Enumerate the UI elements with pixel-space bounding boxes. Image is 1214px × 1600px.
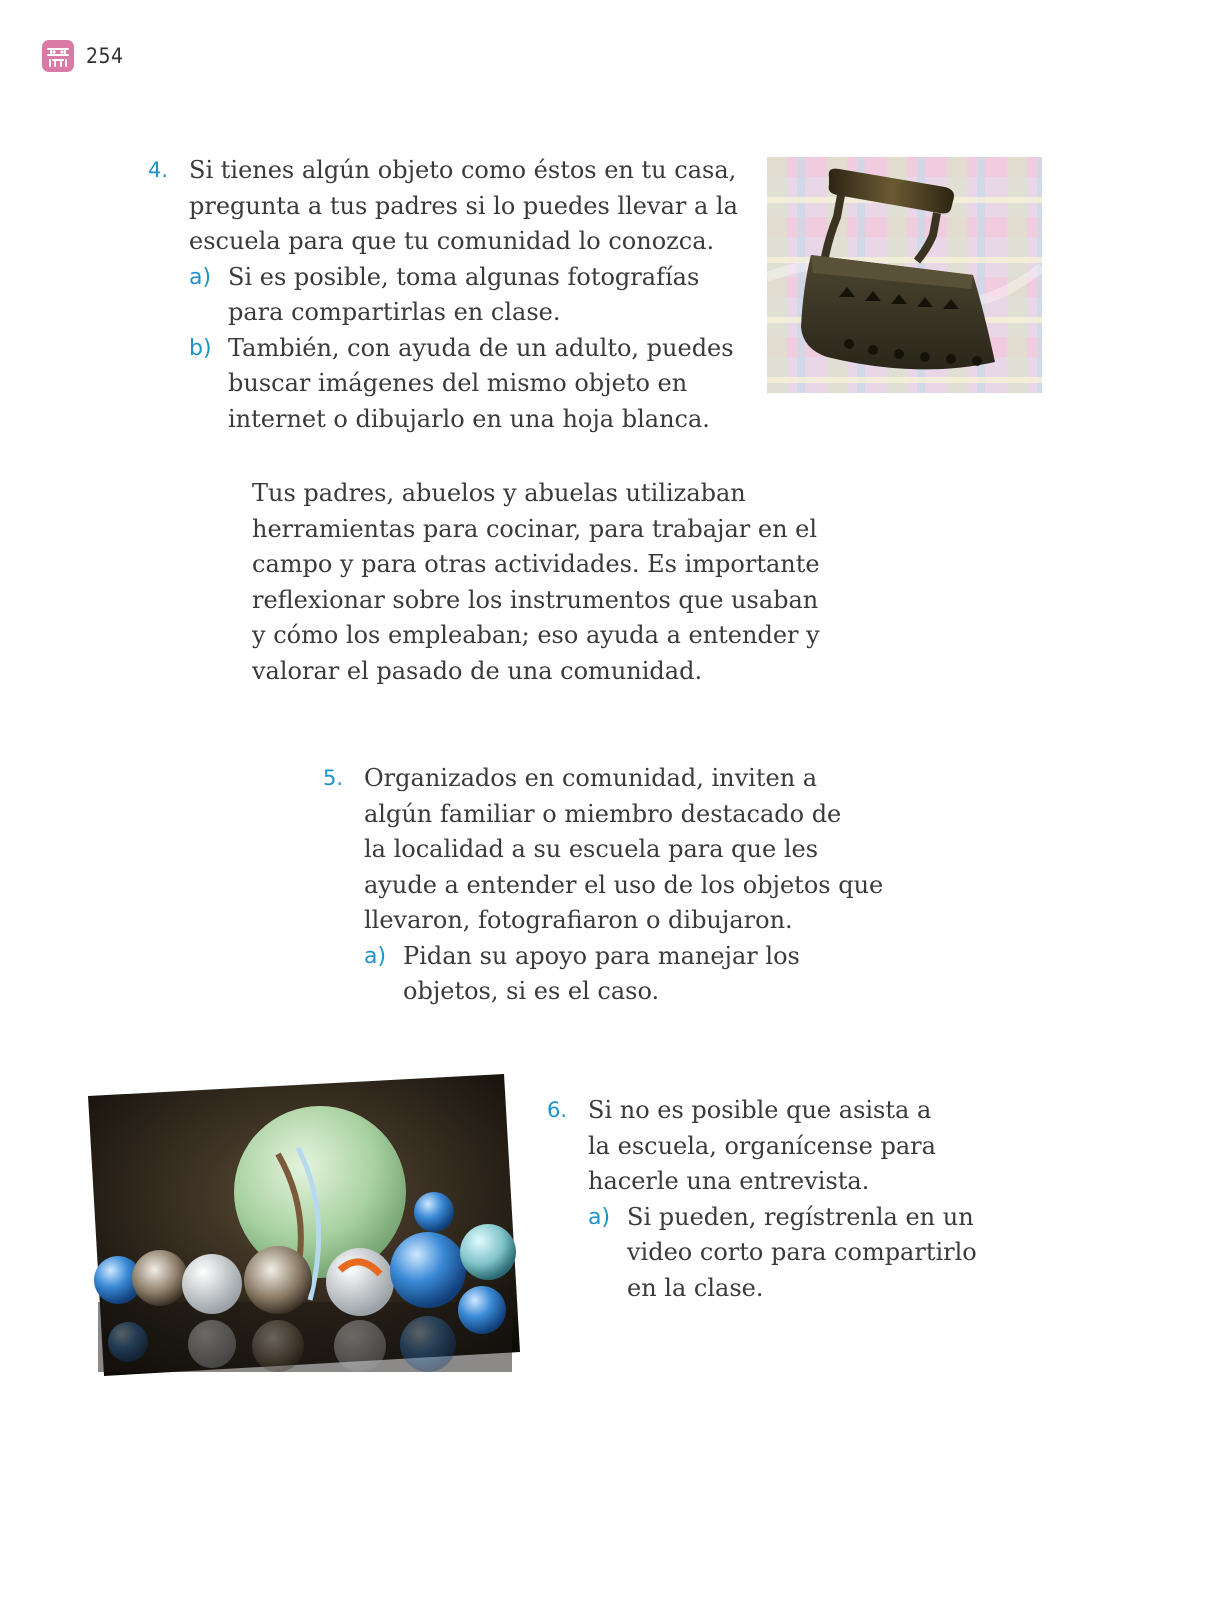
paragraph-line: herramientas para cocinar, para trabajar en el [252,514,818,543]
item-text-line: hacerle una entrevista. [588,1167,870,1195]
item-text-line: Si tienes algún objeto como éstos en tu casa, [189,156,737,184]
item-text-line: algún familiar o miembro destacado de [364,799,842,828]
antique-iron-photo [767,157,1042,393]
activity-5 [323,761,883,1010]
paragraph-line: y cómo los empleaban; eso ayuda a entender y [252,621,820,649]
activity-4 [148,153,738,437]
activity-6 [547,1093,977,1306]
subitem-letter: a) [588,1204,611,1230]
section-glyph-icon [42,40,74,72]
subitem-text-line: Pidan su apoyo para manejar los [403,941,800,970]
item-text-line: llevaron, fotografiaron o dibujaron. [364,906,793,934]
subitem-text-line: Si es posible, toma algunas fotografías [228,262,700,291]
item-text-line: Organizados en comunidad, inviten a [364,764,818,792]
page-header [42,40,124,72]
subitem-letter: a) [189,264,212,290]
subitem-text-line: en la clase. [627,1273,764,1302]
subitem-text-line: buscar imágenes del mismo objeto en [228,369,688,397]
item-text-line: la escuela, organícense para [588,1131,936,1160]
paragraph-line: campo y para otras actividades. Es importante [252,550,820,578]
item-text-line: escuela para que tu comunidad lo conozca. [189,227,715,255]
subitem-text-line: objetos, si es el caso. [403,977,660,1005]
paragraph-line: reflexionar sobre los instrumentos que usaban [252,585,819,614]
page-number: 254 [86,44,124,68]
paragraph-line: valorar el pasado de una comunidad. [252,656,703,685]
item-text-line: ayude a entender el uso de los objetos que [364,870,884,899]
item-number: 6. [547,1098,568,1122]
item-number: 5. [323,766,344,790]
item-text-line: Si no es posible que asista a [588,1096,932,1124]
subitem-text-line: video corto para compartirlo [627,1238,977,1266]
subitem-text-line: para compartirlas en clase. [228,298,561,326]
item-text-line: pregunta a tus padres si lo puedes llevar a la [189,191,738,220]
item-text-line: la localidad a su escuela para que les [364,835,819,863]
subitem-text-line: Si pueden, regístrenla en un [627,1202,974,1231]
subitem-text-line: internet o dibujarlo en una hoja blanca. [228,404,710,433]
subitem-letter: a) [364,943,387,969]
info-paragraph [252,476,820,689]
item-number: 4. [148,158,169,182]
subitem-letter: b) [189,335,212,361]
subitem-text-line: También, con ayuda de un adulto, puedes [228,333,734,362]
paragraph-line: Tus padres, abuelos y abuelas utilizaban [252,479,746,507]
marbles-photo [88,1074,520,1376]
